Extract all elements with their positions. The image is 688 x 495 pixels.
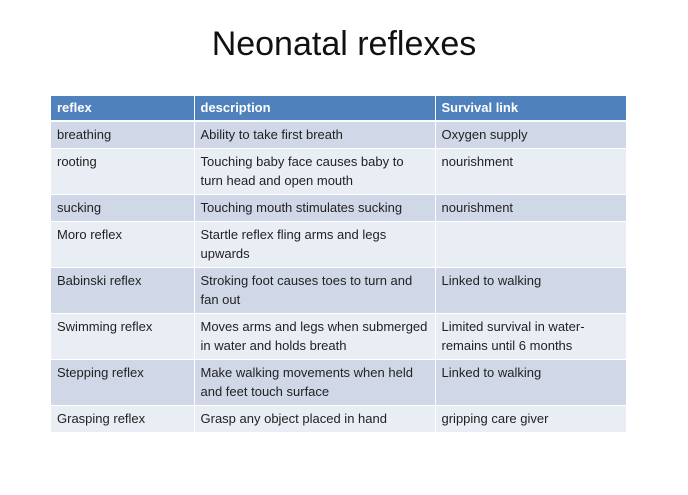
table-row	[51, 121, 626, 149]
cell-description: Touching mouth stimulates sucking	[194, 195, 435, 222]
table-row	[51, 149, 626, 195]
column-header-reflex: reflex	[51, 96, 194, 121]
table-row	[51, 406, 626, 433]
cell-reflex: Grasping reflex	[51, 406, 194, 433]
table-row	[51, 314, 626, 360]
table-row	[51, 360, 626, 406]
cell-survival-link: nourishment	[435, 195, 626, 222]
cell-reflex: breathing	[51, 121, 194, 149]
cell-survival-link	[435, 222, 626, 268]
table-row	[51, 222, 626, 268]
cell-reflex: Babinski reflex	[51, 268, 194, 314]
cell-reflex: sucking	[51, 195, 194, 222]
table-header-row	[51, 96, 626, 121]
cell-reflex: Moro reflex	[51, 222, 194, 268]
cell-description: Make walking movements when held and feet touch surface	[194, 360, 435, 406]
cell-description: Moves arms and legs when submerged in water and holds breath	[194, 314, 435, 360]
cell-survival-link: Linked to walking	[435, 360, 626, 406]
slide-title: Neonatal reflexes	[211, 25, 477, 63]
column-header-survival-link: Survival link	[435, 96, 626, 121]
cell-survival-link: nourishment	[435, 149, 626, 195]
cell-reflex: Stepping reflex	[51, 360, 194, 406]
cell-reflex: Swimming reflex	[51, 314, 194, 360]
cell-description: Startle reflex fling arms and legs upwards	[194, 222, 435, 268]
cell-survival-link: Limited survival in water- remains until 6 months	[435, 314, 626, 360]
cell-description: Stroking foot causes toes to turn and fan out	[194, 268, 435, 314]
cell-survival-link: Oxygen supply	[435, 121, 626, 149]
table-row	[51, 268, 626, 314]
cell-description: Grasp any object placed in hand	[194, 406, 435, 433]
cell-survival-link: gripping care giver	[435, 406, 626, 433]
cell-description: Ability to take first breath	[194, 121, 435, 149]
cell-description: Touching baby face causes baby to turn head and open mouth	[194, 149, 435, 195]
cell-survival-link: Linked to walking	[435, 268, 626, 314]
cell-reflex: rooting	[51, 149, 194, 195]
table-row	[51, 195, 626, 222]
column-header-description: description	[194, 96, 435, 121]
reflex-table	[51, 96, 626, 433]
